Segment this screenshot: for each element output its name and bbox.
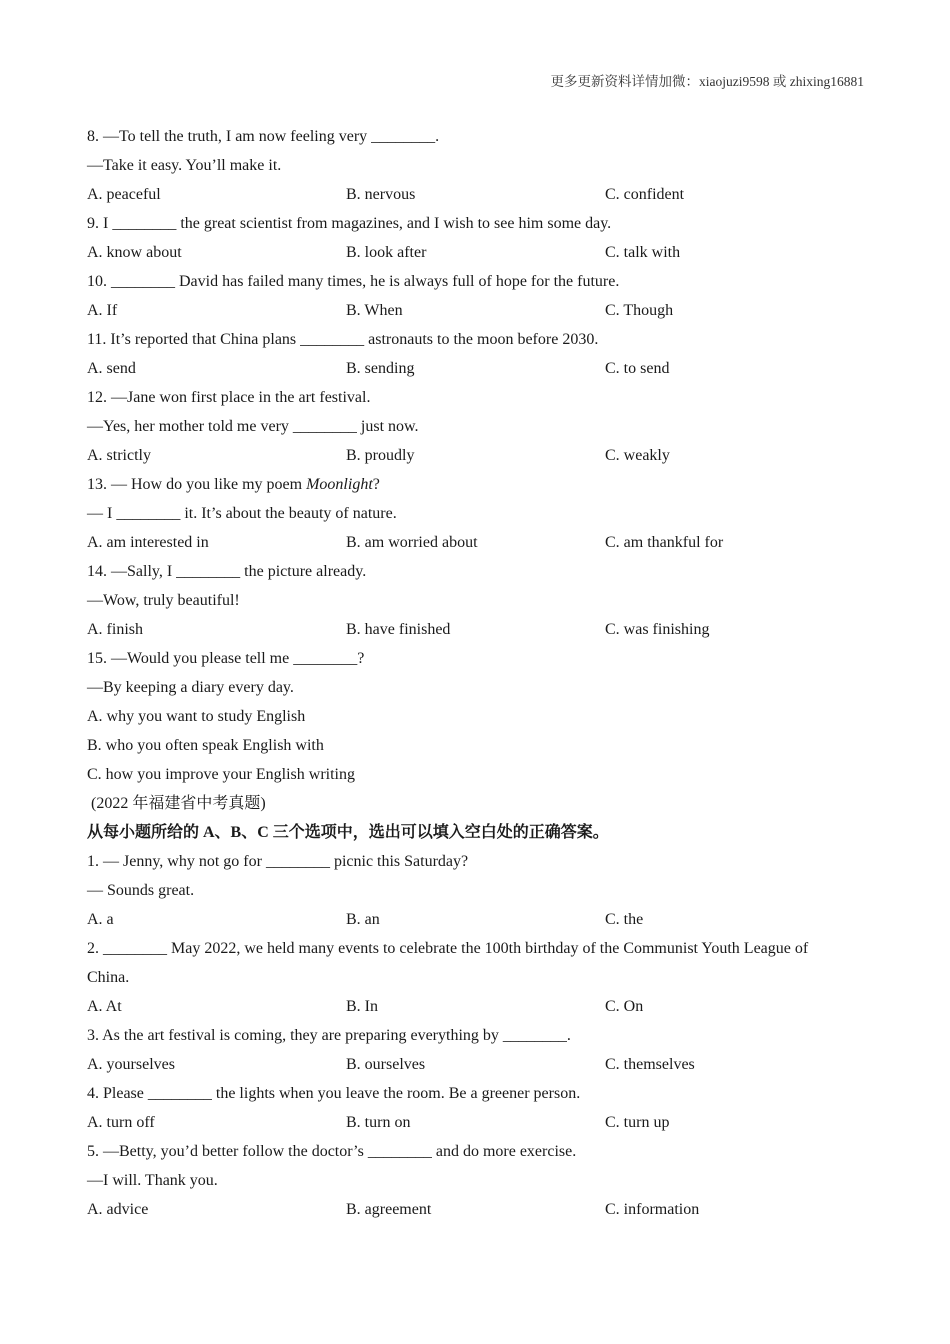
question-12-stem: 12. —Jane won first place in the art festival. [87, 389, 371, 406]
option-b: B. sending [346, 360, 415, 377]
option-a: A. If [87, 302, 118, 319]
question-4-stem: 4. Please ________ the lights when you leave the room. Be a greener person. [87, 1085, 581, 1102]
worksheet-content [87, 122, 867, 1224]
option-a: A. advice [87, 1201, 149, 1218]
option-c: C. themselves [605, 1056, 695, 1073]
question-2-stem-line1: 2. ________ May 2022, we held many events to celebrate the 100th birthday of the Communist Youth League of [87, 940, 809, 957]
option-c: C. how you improve your English writing [87, 766, 355, 783]
question-14-stem: 14. —Sally, I ________ the picture already. [87, 563, 367, 580]
question-10-stem: 10. ________ David has failed many times, he is always full of hope for the future. [87, 273, 620, 290]
question-3-stem: 3. As the art festival is coming, they are preparing everything by ________. [87, 1027, 571, 1044]
question-12-reply: —Yes, her mother told me very ________ just now. [87, 418, 419, 435]
question-14-options [87, 615, 867, 644]
option-a: A. am interested in [87, 534, 209, 551]
question-9-stem: 9. I ________ the great scientist from magazines, and I wish to see him some day. [87, 215, 612, 232]
question-14-reply: —Wow, truly beautiful! [87, 592, 240, 609]
option-a: A. peaceful [87, 186, 161, 203]
question-8-reply: —Take it easy. You’ll make it. [87, 157, 282, 174]
option-b: B. agreement [346, 1201, 432, 1218]
option-c: C. the [605, 911, 644, 928]
option-b: B. look after [346, 244, 427, 261]
question-13-options [87, 528, 867, 557]
option-c: C. to send [605, 360, 670, 377]
question-1-stem: 1. — Jenny, why not go for ________ picnic this Saturday? [87, 853, 469, 870]
question-2-options [87, 992, 867, 1021]
option-a: A. yourselves [87, 1056, 175, 1073]
question-8-options [87, 180, 867, 209]
question-1-options [87, 905, 867, 934]
question-11-options [87, 354, 867, 383]
question-8-stem: 8. —To tell the truth, I am now feeling very ________. [87, 128, 440, 145]
poem-title: Moonlight [306, 476, 373, 493]
option-a: A. know about [87, 244, 182, 261]
option-c: C. information [605, 1201, 700, 1218]
question-13-stem-post: ? [372, 476, 380, 493]
option-c: C. On [605, 998, 644, 1015]
question-13-stem [87, 470, 867, 499]
option-c: C. am thankful for [605, 534, 724, 551]
question-1-reply: — Sounds great. [87, 882, 195, 899]
option-a: A. a [87, 911, 114, 928]
option-a: A. why you want to study English [87, 708, 306, 725]
option-b: B. ourselves [346, 1056, 426, 1073]
option-c: C. talk with [605, 244, 681, 261]
option-c: C. weakly [605, 447, 670, 464]
question-15-reply: —By keeping a diary every day. [87, 679, 294, 696]
question-12-options [87, 441, 867, 470]
question-9-options [87, 238, 867, 267]
option-b: B. nervous [346, 186, 416, 203]
question-5-options [87, 1195, 867, 1224]
question-5-stem: 5. —Betty, you’d better follow the doctor’s ________ and do more exercise. [87, 1143, 577, 1160]
option-b: B. an [346, 911, 380, 928]
option-b: B. turn on [346, 1114, 411, 1131]
option-b: B. am worried about [346, 534, 478, 551]
question-11-stem: 11. It’s reported that China plans ________ astronauts to the moon before 2030. [87, 331, 599, 348]
option-a: A. turn off [87, 1114, 155, 1131]
option-c: C. confident [605, 186, 685, 203]
question-3-options [87, 1050, 867, 1079]
option-c: C. turn up [605, 1114, 670, 1131]
question-15-stem: 15. —Would you please tell me ________? [87, 650, 365, 667]
option-b: B. When [346, 302, 403, 319]
question-10-options [87, 296, 867, 325]
question-13-reply: — I ________ it. It’s about the beauty of nature. [87, 505, 397, 522]
question-13-stem-pre: 13. — How do you like my poem [87, 476, 307, 493]
option-b: B. In [346, 998, 378, 1015]
section-source: (2022 年福建省中考真题) [91, 795, 266, 812]
section-instruction: 从每小题所给的 A、B、C 三个选项中，选出可以填入空白处的正确答案。 [87, 824, 609, 841]
option-a: A. finish [87, 621, 143, 638]
header-note: 更多更新资料详情加微：xiaojuzi9598 或 zhixing16881 [550, 74, 864, 89]
option-b: B. have finished [346, 621, 451, 638]
option-a: A. At [87, 998, 122, 1015]
option-a: A. send [87, 360, 136, 377]
option-b: B. who you often speak English with [87, 737, 324, 754]
question-2-stem-line2: China. [87, 969, 130, 986]
option-c: C. Though [605, 302, 674, 319]
option-b: B. proudly [346, 447, 415, 464]
question-5-reply: —I will. Thank you. [87, 1172, 218, 1189]
option-c: C. was finishing [605, 621, 710, 638]
question-4-options [87, 1108, 867, 1137]
option-a: A. strictly [87, 447, 151, 464]
